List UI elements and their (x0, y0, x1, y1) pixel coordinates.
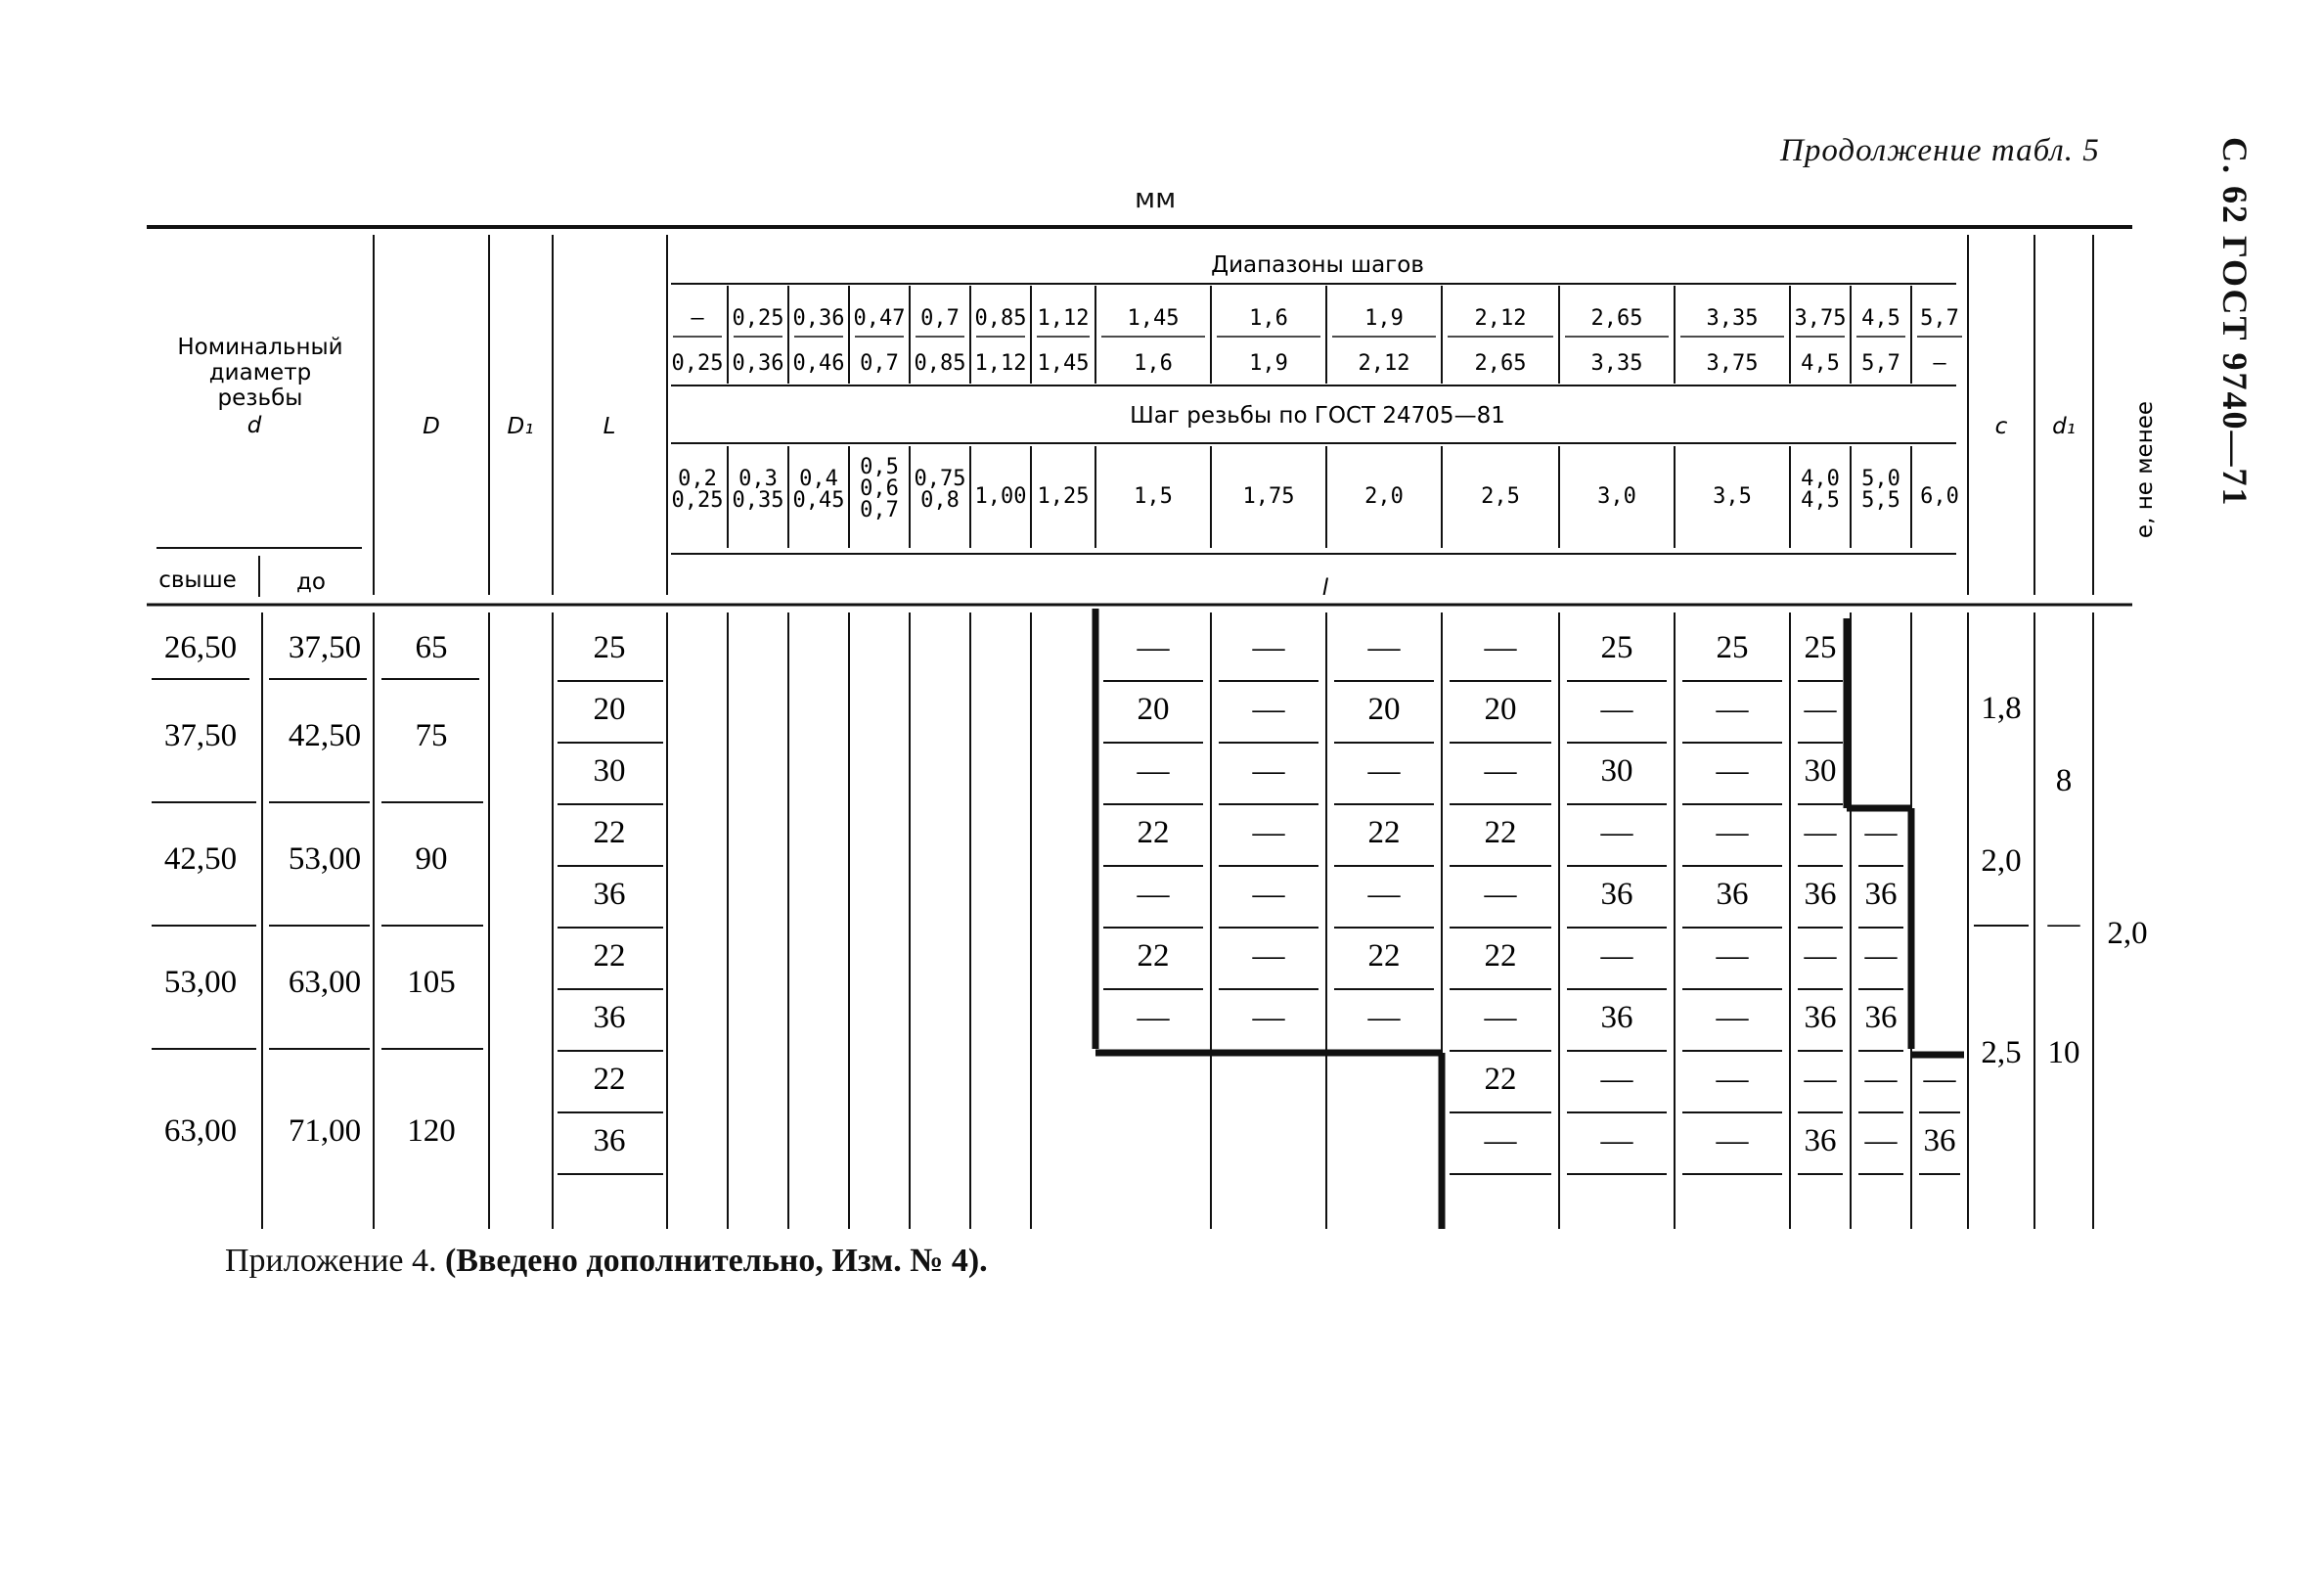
l-value: 25 (1600, 630, 1633, 665)
footnote-bold: (Введено дополнительно, Изм. № 4). (444, 1243, 988, 1279)
units-label: мм (1135, 182, 1177, 214)
pitch-range-to: 5,7 (1861, 351, 1900, 376)
col-d1-label: d₁ (2052, 414, 2076, 439)
footnote (225, 1243, 988, 1280)
group-to: 63,00 (288, 965, 362, 1000)
L-value: 20 (593, 692, 626, 727)
thread-pitch-value: 0,3 (738, 467, 778, 491)
thread-pitch-title: Шаг резьбы по ГОСТ 24705—81 (1130, 403, 1505, 429)
L-value: 30 (593, 753, 626, 789)
group-D: 65 (415, 630, 448, 665)
l-value: — (1137, 1000, 1170, 1035)
l-value: 22 (1367, 815, 1401, 850)
thread-pitch-value: 0,4 (799, 467, 838, 491)
col-D1-label: D₁ (507, 414, 534, 439)
pitch-range-from: 2,12 (1474, 306, 1527, 331)
l-value: — (1484, 1000, 1517, 1035)
pitch-ranges-title: Диапазоны шагов (1211, 252, 1424, 278)
col-e-label: e, не менее (2132, 400, 2158, 539)
l-value: — (1716, 1123, 1749, 1158)
l-value: — (1864, 938, 1898, 974)
l-value: — (1484, 630, 1517, 665)
l-value: — (1600, 1123, 1633, 1158)
c-value: 2,5 (1981, 1035, 2022, 1070)
l-value: 36 (1804, 877, 1837, 912)
pitch-range-from: 1,12 (1037, 306, 1090, 331)
l-value: — (1716, 1062, 1749, 1097)
l-value: — (1716, 692, 1749, 727)
l-value: — (1137, 630, 1170, 665)
l-value: 22 (1484, 938, 1517, 974)
e-value: 2,0 (2107, 916, 2148, 951)
l-value: — (1367, 753, 1401, 789)
l-value: — (1252, 692, 1285, 727)
thread-pitch-value: 4,0 (1801, 467, 1840, 491)
l-value: 22 (1484, 815, 1517, 850)
thread-pitch-value: 6,0 (1920, 484, 1959, 509)
d1-value: — (2047, 906, 2080, 941)
l-value: — (1252, 1000, 1285, 1035)
l-value: — (1716, 938, 1749, 974)
pitch-range-from: 1,9 (1364, 306, 1404, 331)
pitch-range-from: 3,75 (1794, 306, 1847, 331)
pitch-range-to: 3,35 (1590, 351, 1643, 376)
group-D: 120 (407, 1113, 456, 1149)
thread-pitch-value: 4,5 (1801, 488, 1840, 513)
group-over: 37,50 (163, 718, 238, 753)
l-value: — (1716, 815, 1749, 850)
group-over: 53,00 (163, 965, 238, 1000)
group-to: 53,00 (288, 841, 362, 877)
l-value: — (1137, 877, 1170, 912)
thread-pitch-value: 2,5 (1481, 484, 1520, 509)
l-value: — (1716, 753, 1749, 789)
l-value: 36 (1716, 877, 1749, 912)
L-value: 22 (593, 815, 626, 850)
col-L-label: L (603, 414, 616, 439)
pitch-range-from: 4,5 (1861, 306, 1900, 331)
pitch-range-from: 2,65 (1590, 306, 1643, 331)
L-value: 36 (593, 1123, 626, 1158)
l-value: 36 (1864, 1000, 1898, 1035)
pitch-range-to: — (1933, 351, 1946, 376)
footnote-prefix: Приложение 4. (225, 1243, 437, 1279)
side-title-text: С. 62 ГОСТ 9740—71 (2215, 137, 2255, 508)
pitch-range-from: — (691, 306, 704, 331)
l-value: — (1484, 1123, 1517, 1158)
pitch-range-to: 4,5 (1801, 351, 1840, 376)
l-value: 20 (1484, 692, 1517, 727)
pitch-range-from: 0,36 (792, 306, 845, 331)
group-to: 37,50 (288, 630, 362, 665)
l-value: 25 (1804, 630, 1837, 665)
group-to: 42,50 (288, 718, 362, 753)
l-value: — (1252, 753, 1285, 789)
thread-pitch-value: 0,35 (732, 488, 784, 513)
col-nominal-label: резьбы (217, 385, 303, 411)
col-nominal-label: d (246, 413, 262, 438)
col-l-label: l (1321, 575, 1329, 601)
pitch-range-from: 0,7 (920, 306, 960, 331)
thread-pitch-value: 1,75 (1242, 484, 1295, 509)
pitch-range-to: 2,65 (1474, 351, 1527, 376)
pitch-range-to: 1,12 (974, 351, 1027, 376)
thread-pitch-value: 0,2 (678, 467, 717, 491)
l-value: — (1252, 877, 1285, 912)
pitch-range-to: 1,6 (1134, 351, 1173, 376)
thread-pitch-value: 0,7 (860, 498, 899, 522)
l-value: 30 (1804, 753, 1837, 789)
l-value: — (1600, 692, 1633, 727)
l-value: — (1252, 938, 1285, 974)
d1-value: 8 (2055, 763, 2073, 798)
pitch-range-to: 2,12 (1358, 351, 1410, 376)
col-nominal-label: Номинальный (177, 335, 343, 360)
col-nominal-label: диаметр (208, 360, 312, 385)
col-D-label: D (423, 414, 440, 439)
group-D: 75 (415, 718, 448, 753)
pitch-range-from: 0,25 (732, 306, 784, 331)
thread-pitch-value: 0,75 (914, 467, 966, 491)
pitch-range-to: 1,9 (1249, 351, 1288, 376)
pitch-range-to: 0,7 (860, 351, 899, 376)
thread-pitch-value: 1,25 (1037, 484, 1090, 509)
thread-pitch-value: 5,0 (1861, 467, 1900, 491)
l-value: 30 (1600, 753, 1633, 789)
thread-pitch-value: 1,00 (974, 484, 1027, 509)
pitch-range-to: 0,46 (792, 351, 845, 376)
l-value: — (1367, 1000, 1401, 1035)
group-over: 63,00 (163, 1113, 238, 1149)
l-value: — (1923, 1062, 1956, 1097)
pitch-range-to: 3,75 (1706, 351, 1759, 376)
pitch-range-to: 0,36 (732, 351, 784, 376)
l-value: 20 (1367, 692, 1401, 727)
thread-pitch-value: 0,6 (860, 476, 899, 501)
d1-value: 10 (2047, 1035, 2080, 1070)
group-over: 26,50 (163, 630, 238, 665)
l-value: — (1864, 1123, 1898, 1158)
l-value: — (1367, 877, 1401, 912)
l-value: 36 (1923, 1123, 1956, 1158)
L-value: 22 (593, 938, 626, 974)
pitch-range-to: 1,45 (1037, 351, 1090, 376)
group-D: 105 (407, 965, 456, 1000)
l-value: — (1804, 815, 1837, 850)
l-value: — (1804, 1062, 1837, 1097)
l-value: 36 (1804, 1000, 1837, 1035)
l-value: — (1864, 1062, 1898, 1097)
l-value: — (1716, 1000, 1749, 1035)
l-value: 25 (1716, 630, 1749, 665)
l-value: — (1252, 815, 1285, 850)
pitch-range-to: 0,85 (914, 351, 966, 376)
c-value: 1,8 (1981, 691, 2022, 726)
group-over: 42,50 (163, 841, 238, 877)
l-value: 36 (1804, 1123, 1837, 1158)
pitch-range-from: 1,45 (1127, 306, 1180, 331)
l-value: — (1600, 815, 1633, 850)
pitch-range-from: 3,35 (1706, 306, 1759, 331)
pitch-range-from: 0,47 (853, 306, 906, 331)
group-to: 71,00 (288, 1113, 362, 1149)
L-value: 25 (593, 630, 626, 665)
pitch-range-from: 1,6 (1249, 306, 1288, 331)
l-value: 20 (1137, 692, 1170, 727)
pitch-range-from: 5,7 (1920, 306, 1959, 331)
pitch-range-from: 0,85 (974, 306, 1027, 331)
l-value: 22 (1137, 815, 1170, 850)
l-value: — (1864, 815, 1898, 850)
thread-pitch-value: 0,8 (920, 488, 960, 513)
col-c-label: c (1994, 414, 2008, 439)
l-value: — (1600, 938, 1633, 974)
thread-pitch-value: 0,25 (671, 488, 724, 513)
thread-pitch-value: 0,5 (860, 455, 899, 479)
l-value: 22 (1367, 938, 1401, 974)
L-value: 36 (593, 877, 626, 912)
thread-pitch-value: 0,45 (792, 488, 845, 513)
l-value: 36 (1864, 877, 1898, 912)
l-value: — (1484, 753, 1517, 789)
l-value: 22 (1137, 938, 1170, 974)
group-D: 90 (415, 841, 448, 877)
l-value: — (1484, 877, 1517, 912)
col-to-label: до (296, 569, 326, 595)
l-value: — (1600, 1062, 1633, 1097)
thread-pitch-value: 1,5 (1134, 484, 1173, 509)
thread-pitch-value: 3,5 (1713, 484, 1752, 509)
c-value: 2,0 (1981, 843, 2022, 879)
thread-pitch-value: 3,0 (1597, 484, 1636, 509)
l-value: 22 (1484, 1062, 1517, 1097)
l-value: 36 (1600, 877, 1633, 912)
l-value: — (1137, 753, 1170, 789)
l-value: — (1252, 630, 1285, 665)
L-value: 36 (593, 1000, 626, 1035)
thread-pitch-value: 5,5 (1861, 488, 1900, 513)
l-value: — (1804, 938, 1837, 974)
L-value: 22 (593, 1062, 626, 1097)
pitch-range-to: 0,25 (671, 351, 724, 376)
l-value: — (1804, 692, 1837, 727)
continuation-label: Продолжение табл. 5 (1780, 133, 2100, 168)
l-value: 36 (1600, 1000, 1633, 1035)
col-over-label: свыше (158, 567, 237, 593)
l-value: — (1367, 630, 1401, 665)
thread-pitch-value: 2,0 (1364, 484, 1404, 509)
